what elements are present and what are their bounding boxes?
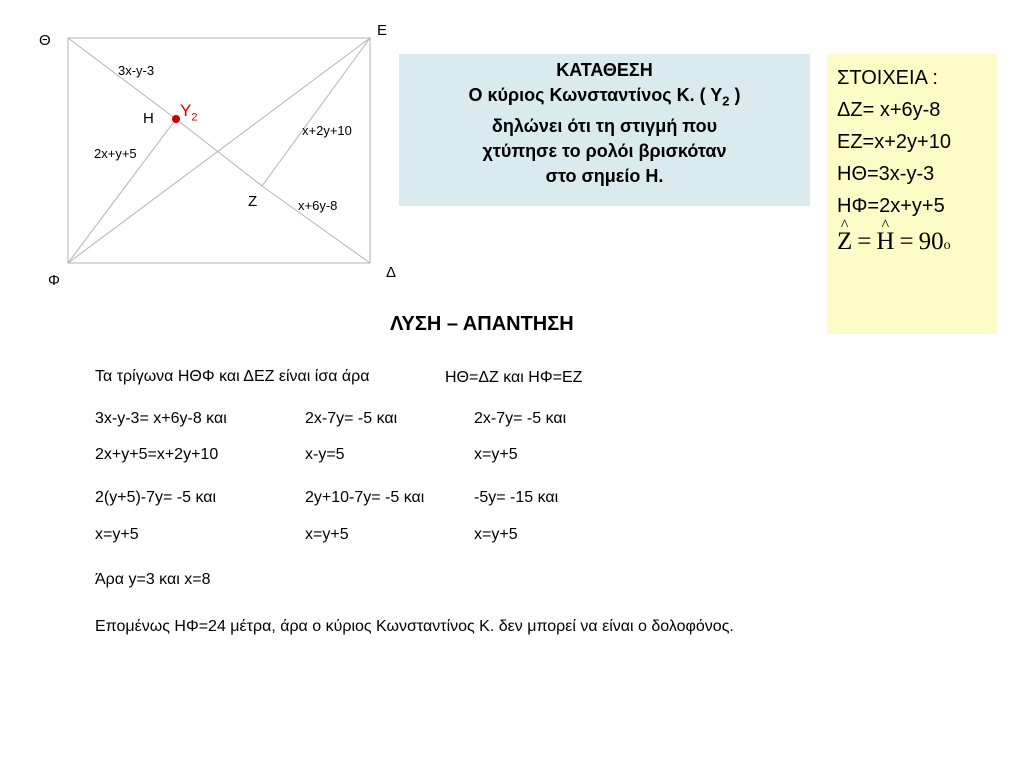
segment-theta-eta (68, 38, 176, 119)
solution-result: Άρα y=3 και x=8 (95, 571, 211, 588)
solution-cell: 2(y+5)-7y= -5 και (95, 489, 217, 506)
deposition-box (399, 54, 810, 206)
deposition-line-4: στο σημείο Η. (545, 165, 664, 186)
angle-value: 90 (918, 228, 944, 255)
angle-z: ^ Z (837, 226, 852, 258)
witness-label: $\Upsilon_2$ (180, 101, 198, 124)
solution-cell: x=y+5 (95, 526, 139, 543)
segment-eta-zeta (176, 119, 262, 186)
data-box (827, 54, 997, 334)
segment-epsilon-zeta (262, 38, 370, 186)
vertex-zeta-label: Ζ (248, 193, 258, 210)
solution-cell: 3x-y-3= x+6y-8 και (95, 410, 227, 427)
solution-cell: 2y+10-7y= -5 και (305, 489, 425, 506)
solution-cell: 2x-7y= -5 και (474, 410, 567, 427)
solution-cell: 2x+y+5=x+2y+10 (95, 446, 219, 463)
data-row: ΔΖ= x+6y-8 (837, 99, 941, 121)
geometry-diagram (0, 0, 400, 300)
solution-cell: -5y= -15 και (474, 489, 559, 506)
data-row: ΕΖ=x+2y+10 (837, 131, 951, 153)
equals-sign: = (857, 228, 872, 255)
witness-position-dot (172, 115, 180, 123)
solution-intro-conclusion: ΗΘ=ΔΖ και ΗΦ=ΕΖ (445, 369, 583, 386)
vertex-delta-label: Δ (386, 264, 397, 281)
degree-symbol: o (943, 238, 951, 253)
data-row: ΗΦ=2x+y+5 (837, 195, 945, 217)
vertex-epsilon-label: Ε (377, 22, 388, 39)
equals-sign: = (899, 228, 914, 255)
segment-phi-eta (68, 119, 176, 263)
vertex-phi-label: Φ (48, 272, 60, 289)
solution-conclusion: Επομένως ΗΦ=24 μέτρα, άρα ο κύριος Κωνσταντίνος Κ. δεν μπορεί να είναι ο δολοφόνος. (95, 618, 734, 635)
vertex-theta-label: Θ (39, 32, 51, 49)
angle-h: ^ H (876, 226, 894, 258)
deposition-line-3: χτύπησε το ρολόι βρισκόταν (482, 140, 727, 161)
deposition-line-1: Ο κύριος Κωνσταντίνος Κ. ( $\Upsilon_2$ ) (468, 85, 741, 109)
solution-intro: Τα τρίγωνα ΗΘΦ και ΔΕΖ είναι ίσα άρα (95, 368, 370, 385)
solution-title: ΛΥΣΗ – ΑΠΑΝΤΗΣΗ (390, 313, 574, 335)
deposition-line-2: δηλώνει ότι τη στιγμή που (491, 115, 718, 136)
solution-cell: x=y+5 (474, 526, 518, 543)
data-row: ΗΘ=3x-y-3 (837, 163, 935, 185)
solution-cell: x-y=5 (305, 446, 345, 463)
solution-cell: x=y+5 (305, 526, 349, 543)
deposition-title: ΚΑΤΑΘΕΣΗ (556, 60, 653, 80)
edge-label-eta-phi: 2x+y+5 (94, 146, 137, 161)
vertex-eta-label: Η (143, 110, 154, 127)
solution-cell: 2x-7y= -5 και (305, 410, 398, 427)
edge-label-delta-zeta: x+6y-8 (298, 198, 338, 213)
data-box-title: ΣΤΟΙΧΕΙΑ : (837, 67, 938, 89)
edge-label-epsilon-zeta: x+2y+10 (302, 123, 352, 138)
right-angle-formula (837, 226, 997, 262)
solution-cell: x=y+5 (474, 446, 518, 463)
edge-label-eta-theta: 3x-y-3 (118, 63, 155, 78)
